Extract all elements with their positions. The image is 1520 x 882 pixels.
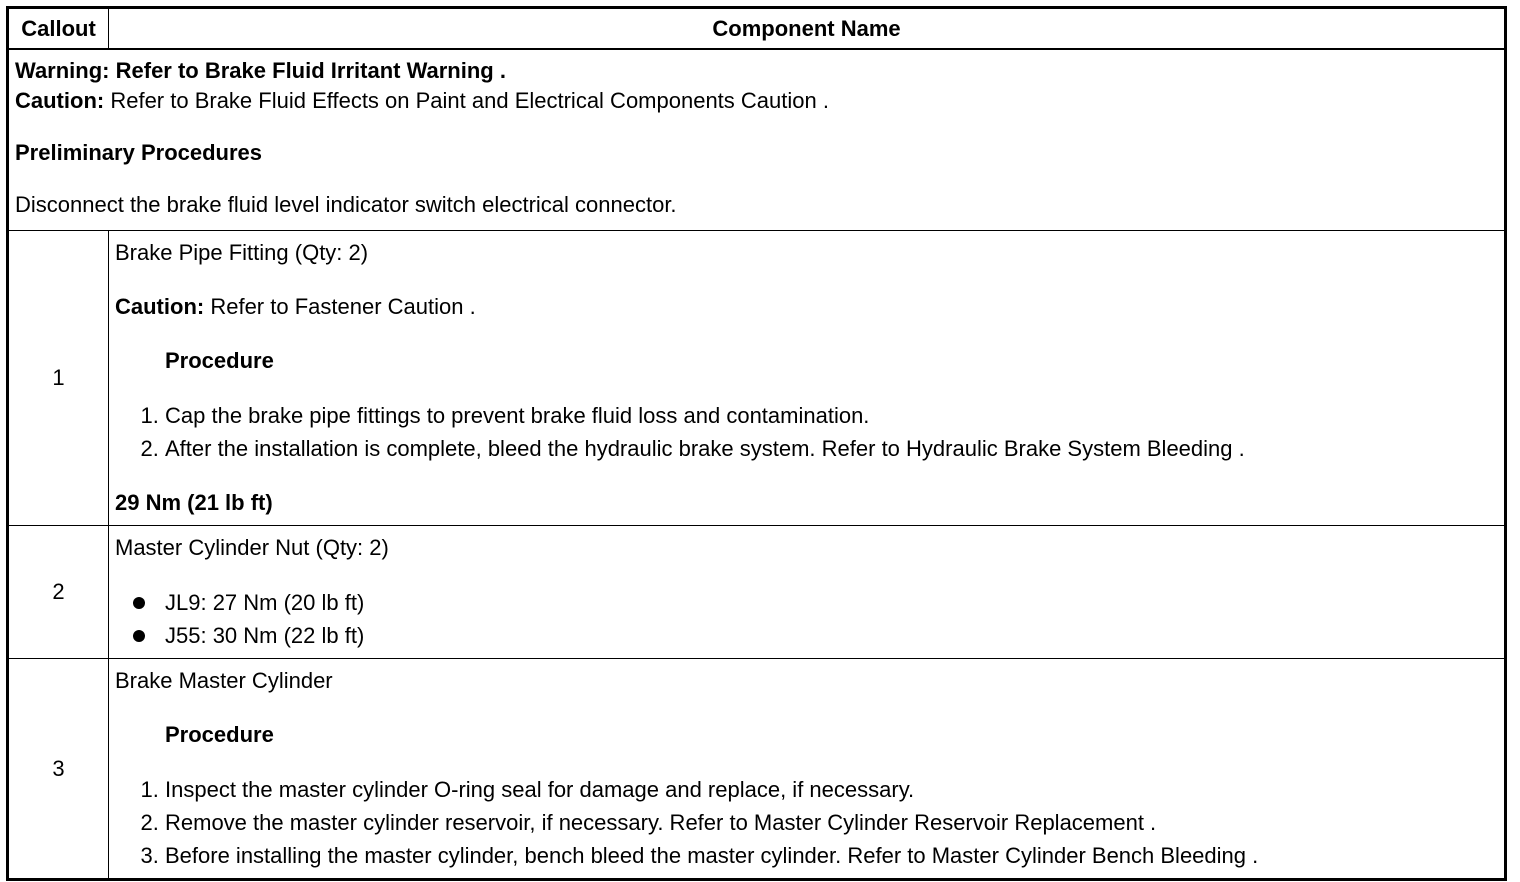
list-item	[115, 619, 1498, 652]
intro-row	[8, 49, 1506, 231]
table-row	[8, 231, 1506, 526]
caution-label: Caution:	[115, 294, 205, 319]
component-name: Brake Pipe Fitting (Qty: 2)	[115, 240, 369, 265]
caution-line	[15, 86, 1498, 116]
callout-number: 1	[8, 231, 109, 526]
torque-bullets	[115, 586, 1498, 652]
component-table	[6, 6, 1507, 881]
procedure-title: Procedure	[165, 348, 274, 373]
component-cell	[109, 526, 1506, 659]
caution-label: Caution:	[15, 88, 105, 113]
table-row	[8, 659, 1506, 880]
component-cell	[109, 231, 1506, 526]
list-item: 3. Before installing the master cylinder, bench bleed the master cylinder. Refer to Master Cylinder Bench Bleeding .	[165, 839, 1498, 872]
warning-text: Refer to Brake Fluid Irritant Warning .	[115, 58, 506, 83]
intro-cell	[8, 49, 1506, 231]
bullet-icon	[133, 630, 145, 642]
procedure-title: Procedure	[165, 722, 274, 747]
procedure-steps	[115, 399, 1498, 465]
caution-text: Refer to Fastener Caution .	[210, 294, 476, 319]
list-item	[115, 586, 1498, 619]
callout-number: 2	[8, 526, 109, 659]
bullet-text: JL9: 27 Nm (20 lb ft)	[165, 590, 365, 615]
component-cell	[109, 659, 1506, 880]
caution-line	[115, 291, 1498, 323]
preliminary-title: Preliminary Procedures	[15, 140, 263, 165]
header-component-name: Component Name	[109, 8, 1506, 50]
callout-number: 3	[8, 659, 109, 880]
table-row	[8, 526, 1506, 659]
list-item: 2. Remove the master cylinder reservoir, if necessary. Refer to Master Cylinder Reservoir Replacement .	[165, 806, 1498, 839]
list-item: 2. After the installation is complete, bleed the hydraulic brake system. Refer to Hydraulic Brake System Bleeding .	[165, 432, 1498, 465]
header-callout: Callout	[8, 8, 109, 50]
list-item: 1. Cap the brake pipe fittings to prevent brake fluid loss and contamination.	[165, 399, 1498, 432]
bullet-icon	[133, 597, 145, 609]
warning-label: Warning:	[15, 58, 110, 83]
component-name: Brake Master Cylinder	[115, 668, 333, 693]
list-item: 1. Inspect the master cylinder O-ring seal for damage and replace, if necessary.	[165, 773, 1498, 806]
preliminary-text: Disconnect the brake fluid level indicator switch electrical connector.	[15, 192, 677, 217]
warning-line	[15, 56, 1498, 86]
bullet-text: J55: 30 Nm (22 lb ft)	[165, 623, 365, 648]
caution-text: Refer to Brake Fluid Effects on Paint and Electrical Components Caution .	[110, 88, 829, 113]
torque-spec: 29 Nm (21 lb ft)	[115, 490, 273, 515]
procedure-steps	[115, 773, 1498, 872]
component-name: Master Cylinder Nut (Qty: 2)	[115, 535, 389, 560]
table-header-row	[8, 8, 1506, 50]
